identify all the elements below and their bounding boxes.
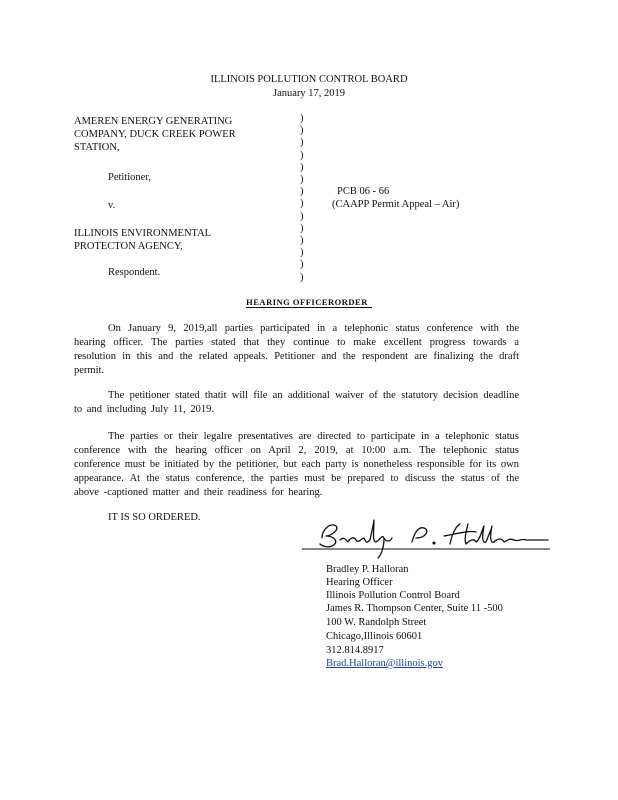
order-title-text: HEARING OFFICERORDER [246,297,372,308]
address-line-1: James R. Thompson Center, Suite 11 -500 [326,603,503,614]
case-number: PCB 06 - 66 [337,186,390,197]
agency-title: ILLINOIS POLLUTION CONTROL BOARD [210,74,408,85]
petitioner-role: Petitioner, [108,172,152,183]
case-type: (CAAPP Permit Appeal – Air) [332,199,460,210]
caption-parentheses: ) ) ) ) ) ) ) ) ) ) ) ) ) ) [300,113,304,283]
signer-title: Hearing Officer [326,577,393,588]
address-line-2: 100 W. Randolph Street [326,617,427,628]
respondent-role: Respondent. [108,267,161,278]
respondent-name-line-2: PROTECTON AGENCY, [74,241,183,252]
handwritten-signature [300,516,552,560]
phone-number: 312.814.8917 [326,645,384,656]
petitioner-name-line-3: STATION, [74,142,120,153]
paragraph-1: On January 9, 2019,all parties participated in a telephonic status conference with the hearing officer. The parties stated that they continue to make excellent progress towards a resolution in this and the related appeals. Petitioner and the respondent are finalizing the draft permit. [74,323,519,376]
signer-name: Bradley P. Halloran [326,564,409,575]
order-title [0,297,618,308]
respondent-name-line-1: ILLINOIS ENVIRONMENTAL [74,228,212,239]
order-date: January 17, 2019 [272,88,346,99]
closing-statement: IT IS SO ORDERED. [108,512,201,523]
petitioner-name-line-2: COMPANY, DUCK CREEK POWER [74,129,236,140]
petitioner-name-line-1: AMEREN ENERGY GENERATING [74,116,233,127]
address-city: Chicago,Illinois 60601 [326,631,423,642]
versus-label: v. [108,200,116,211]
email-link[interactable]: Brad.Halloran@illinois.gov [326,658,443,669]
paragraph-3: The parties or their legalre presentatives are directed to participate in a telephonic status conference with the hearing officer on April 2, 2019, at 10:00 a.m. The telephonic status conference must be initiated by the petitioner, but each party is nonetheless responsible for its own appearance. At the status conference, the parties must be prepared to discuss the status of the above -captioned matter and their readiness for hearing. [74,431,519,498]
signer-organization: Illinois Pollution Control Board [326,590,460,601]
paragraph-2: The petitioner stated thatit will file an additional waiver of the statutory decision deadline to and including July 11, 2019. [74,390,519,415]
